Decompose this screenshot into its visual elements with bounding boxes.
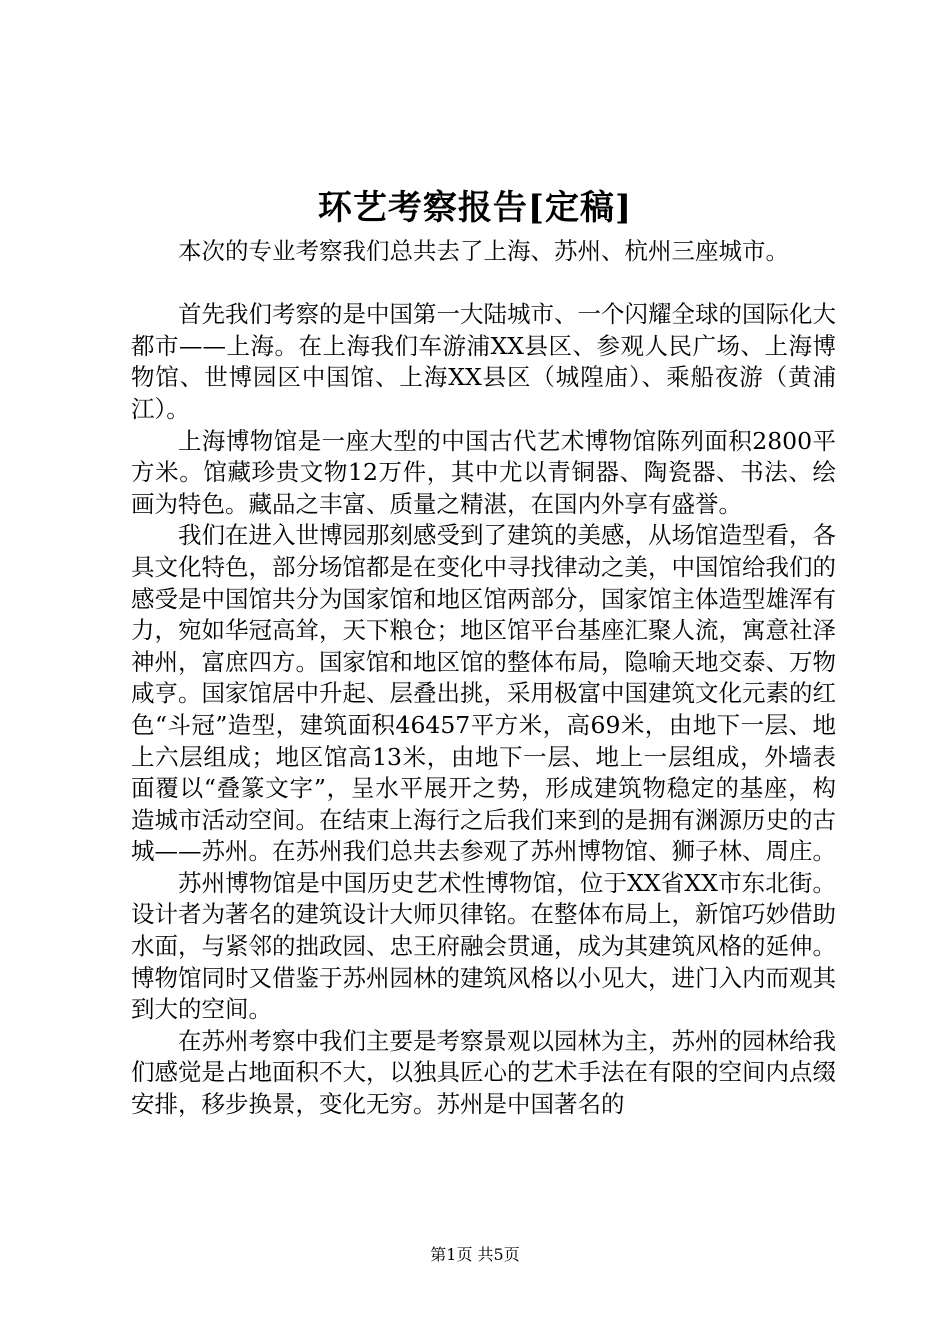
paragraph-expo-china-pavilion: 我们在进入世博园那刻感受到了建筑的美感，从场馆造型看，各具文化特色，部分场馆都是在变化中寻找律动之美，中国馆给我们的感受是中国馆共分为国家馆和地区馆两部分，国家馆主体造型雄浑有力，宛如华冠高耸，天下粮仓；地区馆平台基座汇聚人流，寓意社泽神州，富庶四方。国家馆和地区馆的整体布局，隐喻天地交泰、万物咸亨。国家馆居中升起、层叠出挑，采用极富中国建筑文化元素的红色“斗冠”造型，建筑面积46457平方米，高69米，由地下一层、地上六层组成；地区馆高13米，由地下一层、地上一层组成，外墙表面覆以“叠篆文字”，呈水平展开之势，形成建筑物稳定的基座，构造城市活动空间。在结束上海行之后我们来到的是拥有渊源历史的古城——苏州。在苏州我们总共去参观了苏州博物馆、狮子林、周庄。 (131, 521, 836, 866)
document-body (131, 236, 836, 1121)
paragraph-intro: 本次的专业考察我们总共去了上海、苏州、杭州三座城市。 (178, 237, 789, 265)
page-indicator: 第1页 共5页 (430, 1245, 520, 1264)
paragraph-suzhou-museum: 苏州博物馆是中国历史艺术性博物馆，位于XX省XX市东北街。设计者为著名的建筑设计大师贝律铭。在整体布局上，新馆巧妙借助水面，与紧邻的拙政园、忠王府融会贯通，成为其建筑风格的延伸。博物馆同时又借鉴于苏州园林的建筑风格以小见大，进门入内而观其到大的空间。 (131, 868, 836, 1024)
paragraph-shanghai-overview: 首先我们考察的是中国第一大陆城市、一个闪耀全球的国际化大都市——上海。在上海我们车游浦XX县区、参观人民广场、上海博物馆、世博园区中国馆、上海XX县区（城隍庙）、乘船夜游（黄浦江）。 (131, 300, 836, 423)
paragraph-shanghai-museum: 上海博物馆是一座大型的中国古代艺术博物馆陈列面积2800平方米。馆藏珍贵文物12万件，其中尤以青铜器、陶瓷器、书法、绘画为特色。藏品之丰富、质量之精湛，在国内外享有盛誉。 (131, 426, 836, 518)
document-title: 环艺考察报告[定稿] (317, 188, 633, 228)
paragraph-suzhou-gardens: 在苏州考察中我们主要是考察景观以园林为主，苏州的园林给我们感觉是占地面积不大，以独具匠心的艺术手法在有限的空间内点缀安排，移步换景，变化无穷。苏州是中国著名的 (131, 1026, 836, 1119)
